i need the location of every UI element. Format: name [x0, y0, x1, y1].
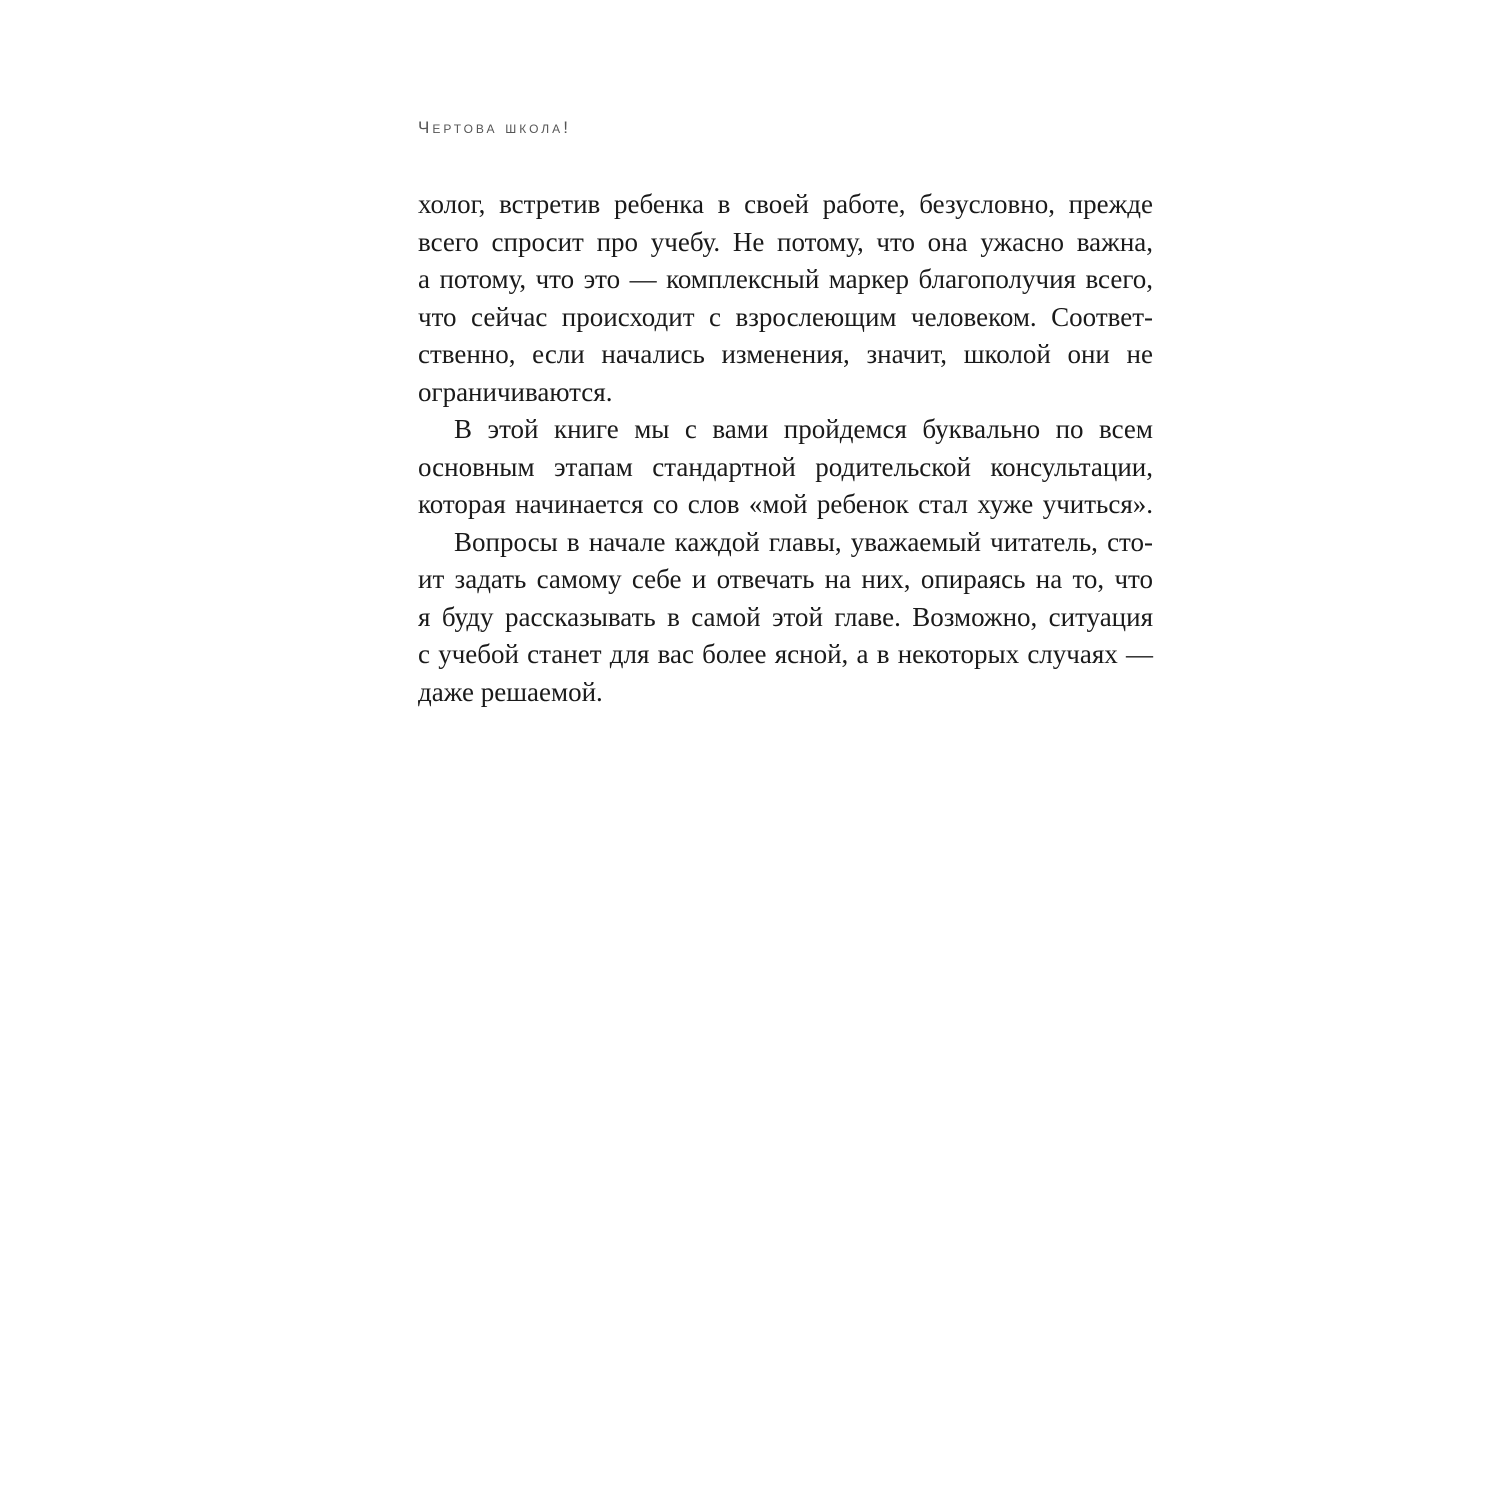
text-line: ит задать самому себе и отвечать на них, опираясь на то, что: [418, 564, 1153, 594]
text-line: ственно, если начались изменения, значит, школой они не: [418, 339, 1153, 369]
running-head: Чертова школа!: [418, 118, 571, 137]
text-line: холог, встретив ребенка в своей работе, безусловно, прежде: [418, 189, 1153, 219]
text-line: даже решаемой.: [418, 676, 603, 707]
text-line: с учебой станет для вас более ясной, а в некоторых случаях —: [418, 639, 1153, 669]
text-line: Вопросы в начале каждой главы, уважаемый читатель, сто-: [454, 526, 1153, 557]
text-line: которая начинается со слов «мой ребенок стал хуже учиться».: [418, 489, 1153, 519]
text-line: основным этапам стандартной родительской консультации,: [418, 451, 1153, 482]
paragraph-2: [418, 411, 1153, 524]
text-line: ограничиваются.: [418, 376, 613, 407]
text-line: я буду рассказывать в самой этой главе. Возможно, ситуация: [418, 601, 1153, 632]
text-line: всего спросит про учебу. Не потому, что она ужасно важна,: [418, 226, 1153, 257]
body-text: [418, 186, 1153, 711]
text-line: что сейчас происходит с взрослеющим человеком. Соответ-: [418, 301, 1153, 332]
paragraph-3: [418, 524, 1153, 712]
text-line: В этой книге мы с вами пройдемся буквально по всем: [454, 414, 1153, 444]
text-line: а потому, что это — комплексный маркер благополучия всего,: [418, 264, 1153, 294]
paragraph-1: [418, 186, 1153, 411]
